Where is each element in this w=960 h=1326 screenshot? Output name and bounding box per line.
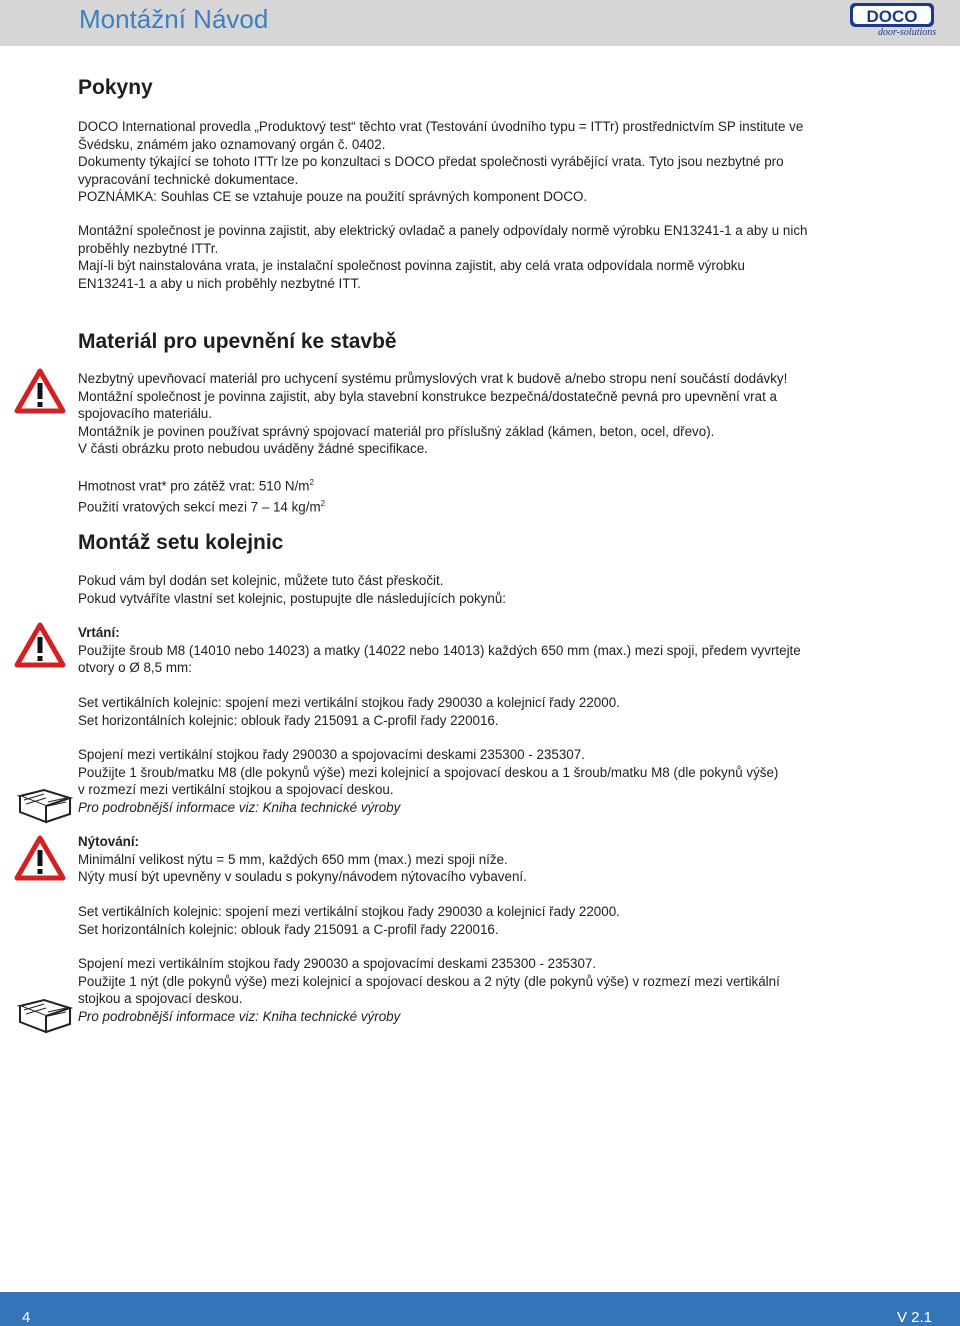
text-line: Set horizontálních kolejnic: oblouk řady 215091 a C-profil řady 220016. bbox=[78, 921, 499, 937]
text-line: DOCO International provedla „Produktový test“ těchto vrat (Testování úvodního typu = ITTr) prostřednictvím SP institute ve bbox=[78, 119, 804, 134]
version-label: V 2.1 bbox=[897, 1309, 933, 1326]
text-line bbox=[78, 474, 878, 495]
reference-note: Pro podrobnější informace viz: Kniha technické výroby bbox=[78, 1008, 401, 1024]
material-paragraph bbox=[78, 370, 878, 458]
text-line: Set vertikálních kolejnic: spojení mezi vertikální stojkou řady 290030 a kolejnicí řady 22000. bbox=[78, 695, 620, 710]
warning-icon bbox=[14, 835, 66, 881]
heading-material: Materiál pro upevnění ke stavbě bbox=[78, 330, 397, 353]
text-line: Montážní společnost je povinna zajistit, aby elektrický ovladač a panely odpovídaly normě výrobku EN13241-1 a aby u nich bbox=[78, 223, 808, 238]
text-line: EN13241-1 a aby u nich proběhly nezbytné ITT. bbox=[78, 275, 361, 291]
reference-note: Pro podrobnější informace viz: Kniha technické výroby bbox=[78, 799, 401, 815]
page-title: Montážní Návod bbox=[79, 4, 269, 34]
vrtani-block bbox=[78, 624, 878, 677]
weight-line-1: Hmotnost vrat* pro zátěž vrat: 510 N/m bbox=[78, 478, 310, 494]
logo-text: DOCO bbox=[866, 7, 918, 26]
text-line: otvory o Ø 8,5 mm: bbox=[78, 660, 192, 675]
text-line: Švédsku, známém jako oznamovaný orgán č. 0402. bbox=[78, 136, 386, 152]
vrtani-label: Vrtání: bbox=[78, 625, 120, 640]
text-line: Minimální velikost nýtu = 5 mm, každých 650 mm (max.) mezi spoji níže. bbox=[78, 851, 508, 867]
text-line: Spojení mezi vertikálním stojkou řady 290030 a spojovacími deskami 235300 - 235307. bbox=[78, 956, 597, 971]
heading-pokyny: Pokyny bbox=[78, 76, 153, 99]
nytovani-block bbox=[78, 833, 878, 886]
text-line: Nýty musí být upevněny v souladu s pokyny/návodem nýtovacího vybavení. bbox=[78, 869, 527, 884]
book-icon bbox=[16, 778, 74, 828]
text-line: V části obrázku proto nebudou uváděny žádné specifikace. bbox=[78, 441, 428, 456]
page-number: 4 bbox=[22, 1309, 31, 1326]
spoj-block-1 bbox=[78, 746, 878, 816]
text-line: Pokud vytváříte vlastní set kolejnic, postupujte dle následujících pokynů: bbox=[78, 590, 506, 606]
text-line: Set horizontálních kolejnic: oblouk řady 215091 a C-profil řady 220016. bbox=[78, 712, 499, 728]
text-line: v rozmezí mezi vertikální stojkou a spojovací deskou. bbox=[78, 782, 394, 797]
montaz-intro bbox=[78, 572, 878, 607]
text-line: Použijte 1 nýt (dle pokynů výše) mezi kolejnicí a spojovací deskou a 2 nýty (dle pokynů výše) v rozmezí mezi vertikální bbox=[78, 973, 780, 989]
text-line: Nezbytný upevňovací materiál pro uchycení systému průmyslových vrat k budově a/nebo stropu není součástí dodávky! bbox=[78, 371, 788, 386]
set-block-2 bbox=[78, 903, 878, 938]
pokyny-paragraph-1 bbox=[78, 118, 878, 206]
set-block-1 bbox=[78, 694, 878, 729]
text-line: Pokud vám byl dodán set kolejnic, můžete tuto část přeskočit. bbox=[78, 573, 444, 588]
text-line: spojovacího materiálu. bbox=[78, 406, 212, 421]
logo-tagline: door-solutions bbox=[878, 27, 937, 38]
nytovani-label: Nýtování: bbox=[78, 834, 140, 849]
book-icon bbox=[16, 988, 74, 1038]
text-line: POZNÁMKA: Souhlas CE se vztahuje pouze na použití správných komponent DOCO. bbox=[78, 189, 588, 204]
text-line: Set vertikálních kolejnic: spojení mezi vertikální stojkou řady 290030 a kolejnicí řady 22000. bbox=[78, 904, 620, 919]
text-line: Použijte šroub M8 (14010 nebo 14023) a matky (14022 nebo 14013) každých 650 mm (max.) mezi spoji, předem vyvrtejte bbox=[78, 642, 801, 658]
weight-line-2: Použití vratových sekcí mezi 7 – 14 kg/m bbox=[78, 499, 321, 515]
warning-icon bbox=[14, 622, 66, 668]
pokyny-paragraph-2 bbox=[78, 222, 878, 292]
text-line: Mají-li být nainstalována vrata, je instalační společnost povinna zajistit, aby celá vrata odpovídala normě výrobku bbox=[78, 258, 745, 273]
superscript: 2 bbox=[320, 498, 326, 508]
text-line: stojkou a spojovací deskou. bbox=[78, 991, 243, 1006]
spoj-block-2 bbox=[78, 955, 878, 1025]
warning-icon bbox=[14, 368, 66, 414]
text-line: Montážní společnost je povinna zajistit, aby byla stavební konstrukce bezpečná/dostatečně pevná pro upevnění vrat a bbox=[78, 388, 777, 404]
text-line: proběhly nezbytné ITTr. bbox=[78, 240, 219, 256]
text-line: Montážník je povinen používat správný spojovací materiál pro příslušný základ (kámen, beton, ocel, dřevo). bbox=[78, 423, 715, 439]
weight-info bbox=[78, 474, 878, 516]
text-line: Spojení mezi vertikální stojkou řady 290030 a spojovacími deskami 235300 - 235307. bbox=[78, 747, 585, 762]
heading-montaz: Montáž setu kolejnic bbox=[78, 531, 284, 554]
text-line: Dokumenty týkající se tohoto ITTr lze po konzultaci s DOCO předat společnosti vyrábějící vrata. Tyto jsou nezbytné pro bbox=[78, 154, 784, 169]
text-line: vypracování technické dokumentace. bbox=[78, 171, 299, 187]
page-footer bbox=[0, 1292, 960, 1326]
text-line bbox=[78, 495, 878, 516]
superscript: 2 bbox=[309, 478, 314, 487]
text-line: Použijte 1 šroub/matku M8 (dle pokynů výše) mezi kolejnicí a spojovací deskou a 1 šroub/matku M8 (dle pokynů výše) bbox=[78, 764, 779, 780]
